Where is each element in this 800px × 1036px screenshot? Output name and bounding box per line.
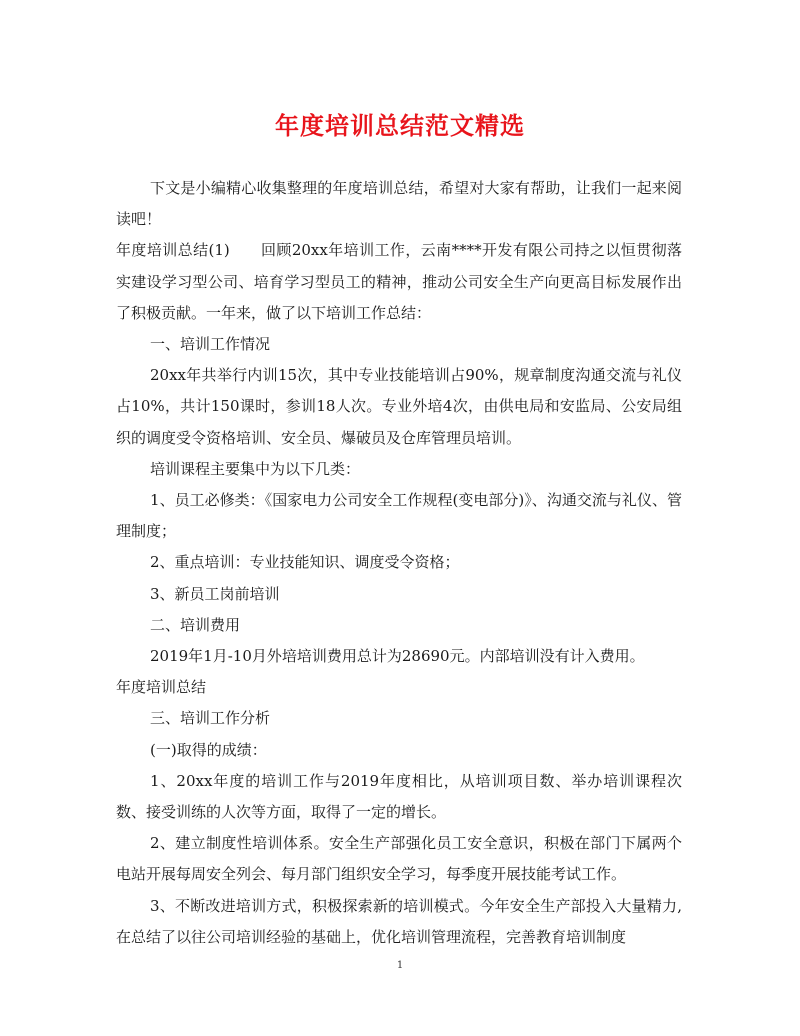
list-item: 3、不断改进培训方式，积极探索新的培训模式。今年安全生产部投入大量精力,在总结了以往公司培训经验的基础上，优化培训管理流程，完善教育培训制度 <box>116 896 682 946</box>
paragraph: 下文是小编精心收集整理的年度培训总结，希望对大家有帮助，让我们一起来阅读吧！ <box>116 179 682 229</box>
section-heading: 一、培训工作情况 <box>150 335 271 354</box>
section-heading: 二、培训费用 <box>150 615 241 634</box>
subsection-heading: (一)取得的成绩： <box>150 740 267 759</box>
list-item: 2、重点培训：专业技能知识、调度受令资格； <box>150 553 460 572</box>
paragraph: 年度培训总结 <box>116 678 207 697</box>
list-item: 1、员工必修类：《国家电力公司安全工作规程(变电部分)》、沟通交流与礼仪、管理制度； <box>116 491 682 541</box>
page-title: 年度培训总结范文精选 <box>275 111 525 140</box>
list-item: 3、新员工岗前培训 <box>150 584 280 603</box>
paragraph: 20xx年共举行内训15次，其中专业技能培训占90%，规章制度沟通交流与礼仪占10%，共计150课时，参训18人次。专业外培4次，由供电局和安监局、公安局组织的调度受令资格培训、安全员、爆破员及仓库管理员培训。 <box>116 366 682 447</box>
paragraph: 年度培训总结(1) 回顾20xx年培训工作，云南****开发有限公司持之以恒贯彻落实建设学习型公司、培育学习型员工的精神，推动公司安全生产向更高目标发展作出了积极贡献。一年来，做了以下培训工作总结： <box>116 241 682 322</box>
list-item: 2、建立制度性培训体系。安全生产部强化员工安全意识，积极在部门下属两个电站开展每周安全列会、每月部门组织安全学习，每季度开展技能考试工作。 <box>116 834 682 884</box>
paragraph: 培训课程主要集中为以下几类： <box>150 459 361 478</box>
page-number: 1 <box>396 960 404 971</box>
document-body <box>116 173 682 953</box>
section-heading: 三、培训工作分析 <box>150 709 271 728</box>
paragraph: 2019年1月-10月外培培训费用总计为28690元。内部培训没有计入费用。 <box>150 647 645 666</box>
list-item: 1、20xx年度的培训工作与2019年度相比，从培训项目数、举办培训课程次数、接受训练的人次等方面，取得了一定的增长。 <box>116 771 682 822</box>
